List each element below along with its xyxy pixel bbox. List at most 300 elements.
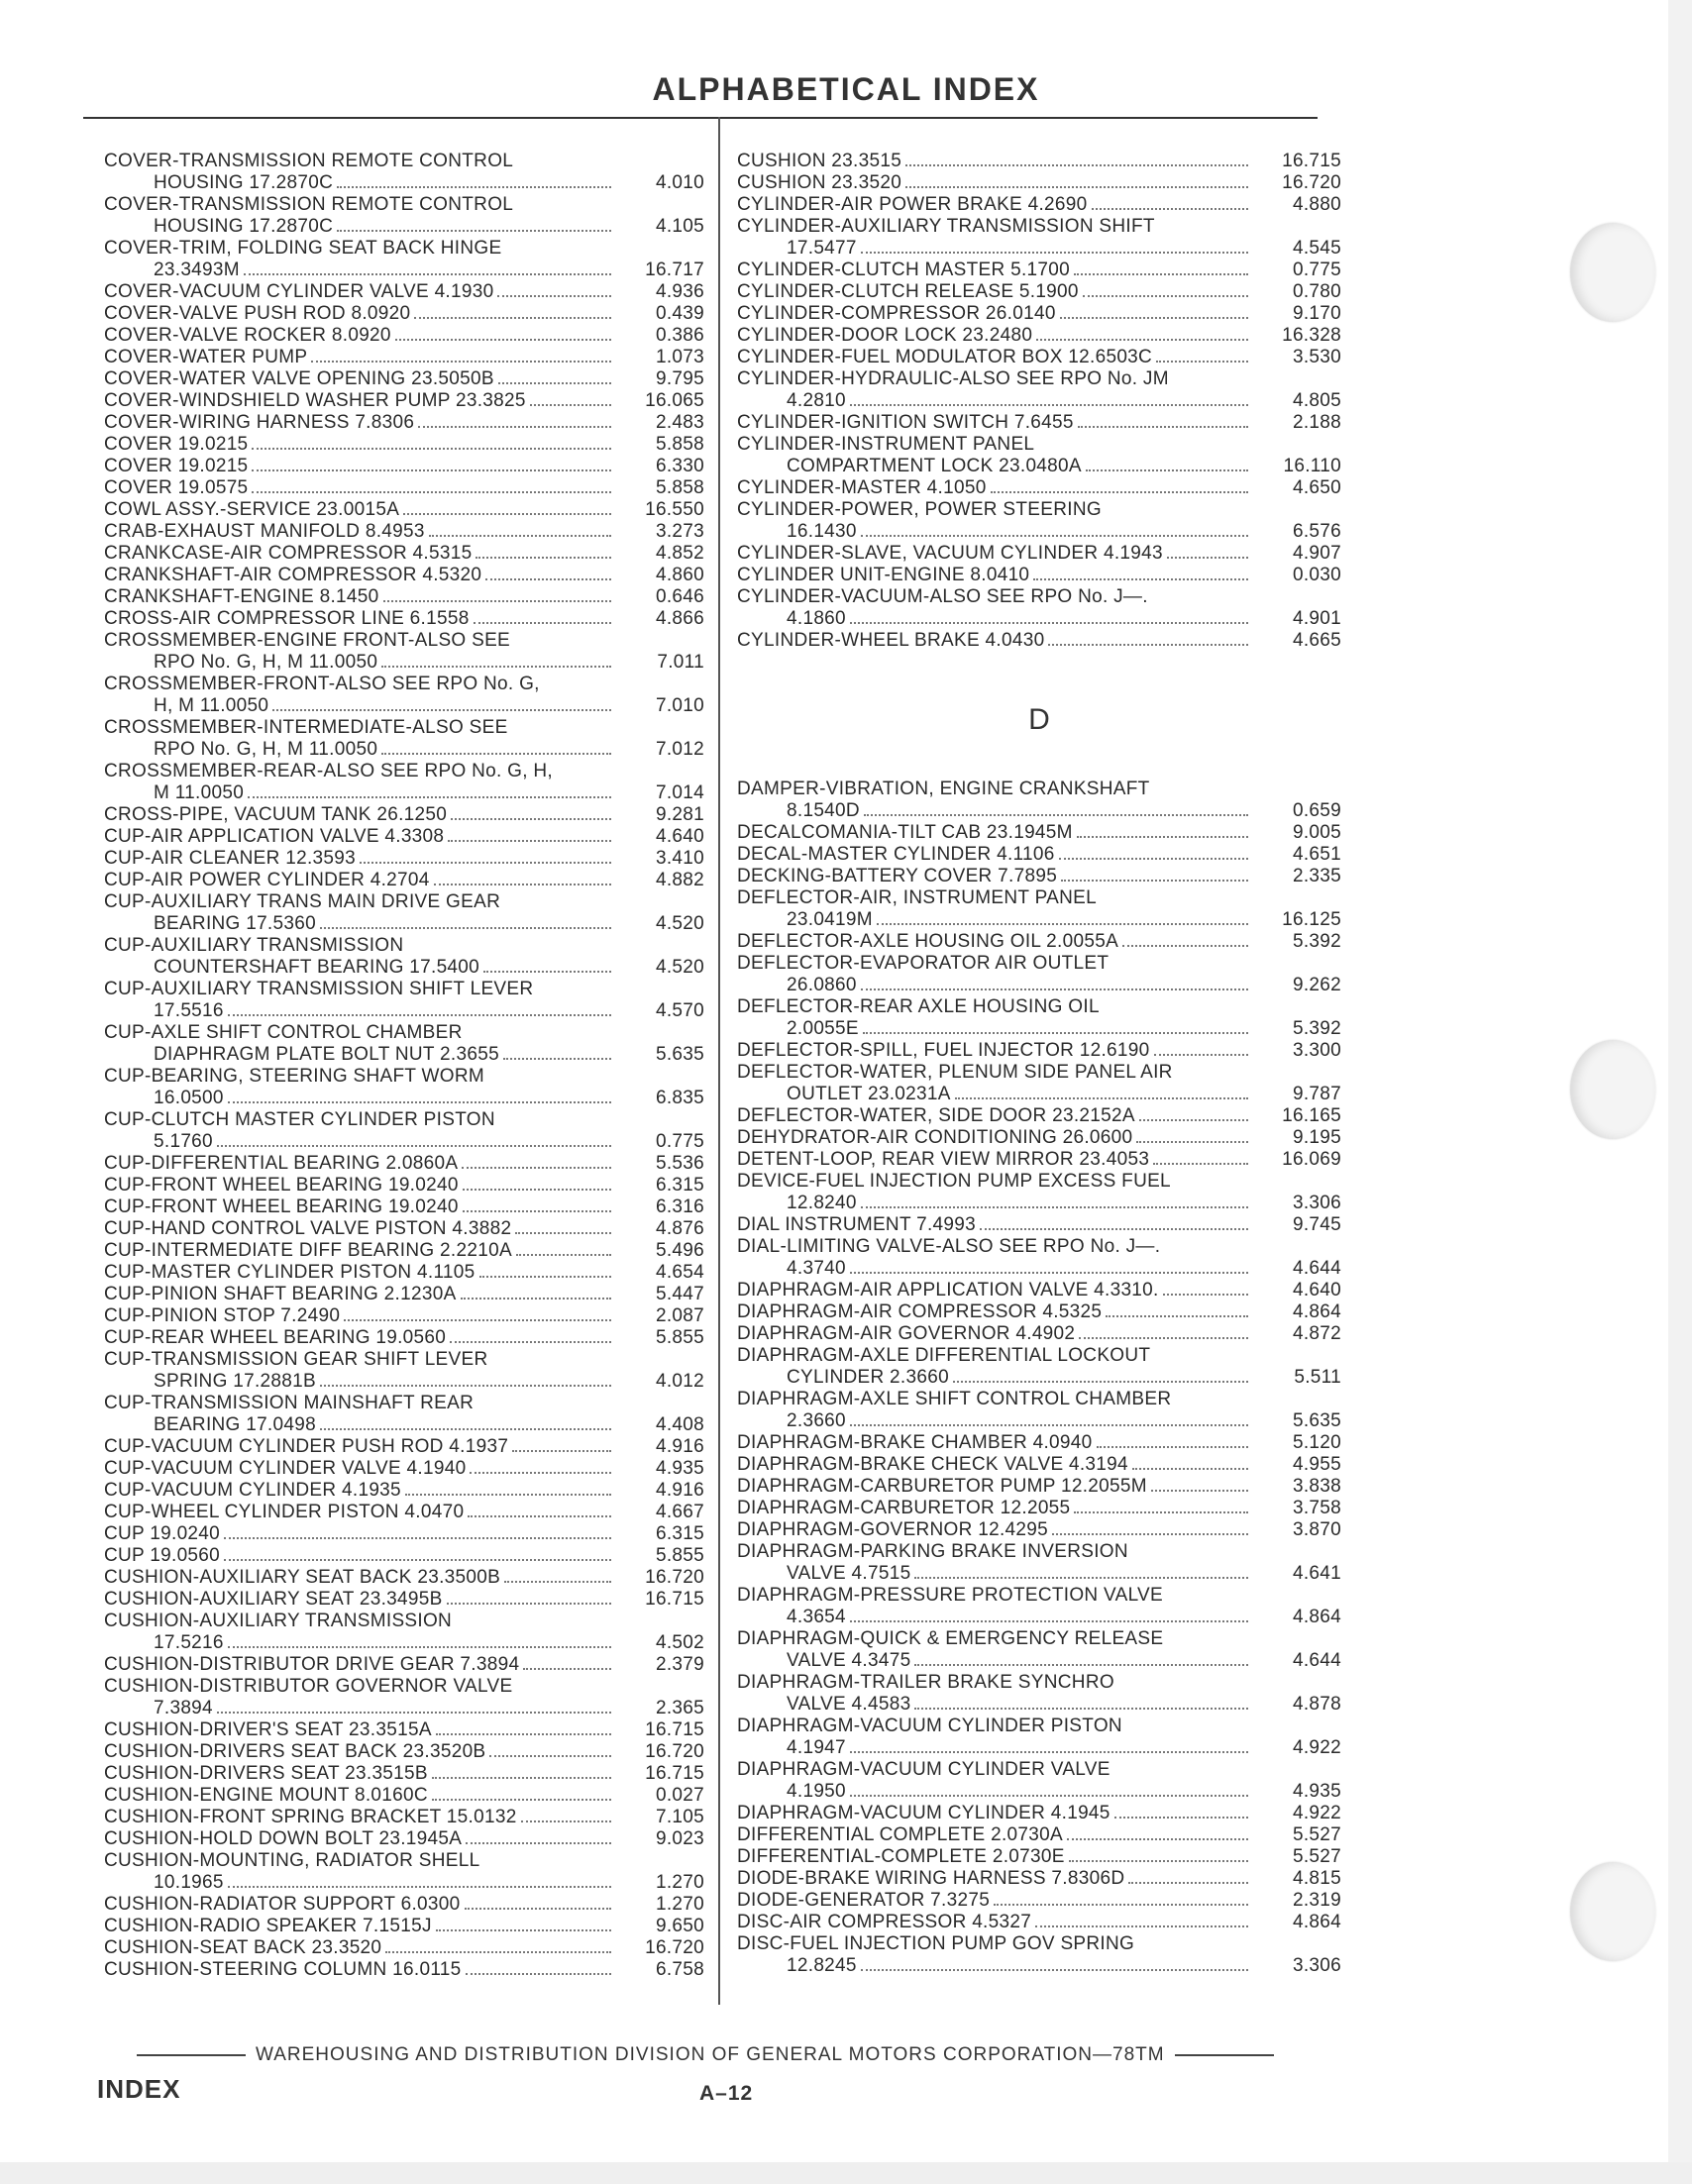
- index-entry-page: 7.011: [657, 652, 704, 673]
- index-entry-line: [104, 151, 613, 172]
- index-entry-page: 6.330: [655, 456, 704, 476]
- line-fill: [403, 935, 613, 957]
- index-entry-page: 4.641: [1292, 1563, 1341, 1584]
- index-entry-name: [737, 1323, 1260, 1345]
- index-entry-text: DIAPHRAGM-BRAKE CHECK VALVE 4.3194: [737, 1454, 1128, 1475]
- index-entry-name: [104, 1828, 623, 1850]
- index-entry-text: DISC-AIR COMPRESSOR 4.5327: [737, 1912, 1032, 1932]
- index-entry-text: CROSSMEMBER-ENGINE FRONT-ALSO SEE: [104, 630, 511, 651]
- index-entry-page: 4.860: [655, 565, 704, 585]
- index-entry-page: 0.439: [655, 303, 704, 324]
- index-entry-line: [737, 1127, 1250, 1149]
- index-entry-line: [104, 630, 613, 652]
- index-entry-line: [104, 1654, 613, 1676]
- index-entry-line: [737, 238, 1250, 260]
- index-entry-page: 3.273: [655, 521, 704, 542]
- index-entry-line: [104, 1175, 613, 1196]
- dot-leader: [914, 1694, 1248, 1710]
- index-entry-text: CROSS-AIR COMPRESSOR LINE 6.1558: [104, 608, 470, 629]
- index-entry-text: 4.2810: [787, 390, 846, 411]
- index-entry-text: CUP-VACUUM CYLINDER 4.1935: [104, 1480, 401, 1501]
- index-entry-line: [737, 216, 1250, 238]
- index-entry-page: 6.316: [655, 1196, 704, 1217]
- index-entry-name: [104, 1894, 623, 1916]
- dot-leader: [248, 782, 611, 798]
- index-entry: [104, 826, 704, 848]
- index-entry: [104, 368, 704, 390]
- index-entry-text: SPRING 17.2881B: [154, 1371, 316, 1392]
- dot-leader: [994, 1890, 1248, 1906]
- index-entry-text: CUP-VACUUM CYLINDER VALVE 4.1940: [104, 1458, 467, 1479]
- index-entry-line: [737, 1607, 1250, 1628]
- line-fill: [1150, 1345, 1250, 1367]
- right-column-c-entries: [737, 151, 1341, 652]
- index-entry-page: 4.907: [1292, 543, 1341, 564]
- index-entry: [104, 891, 704, 935]
- index-entry-name: [104, 1022, 623, 1066]
- index-entry-page: 4.105: [655, 216, 704, 237]
- index-entry-text: DECALCOMANIA-TILT CAB 23.1945M: [737, 822, 1073, 843]
- index-entry: [104, 281, 704, 303]
- index-entry-line: [104, 1480, 613, 1502]
- right-column: [737, 151, 1341, 1977]
- index-entry-text: CYLINDER-VACUUM-ALSO SEE RPO No. J—.: [737, 586, 1148, 607]
- index-entry: [104, 194, 704, 238]
- index-entry-text: CUP-DIFFERENTIAL BEARING 2.0860A: [104, 1153, 459, 1174]
- index-entry-text: RPO No. G, H, M 11.0050: [154, 652, 378, 673]
- index-entry: [104, 1458, 704, 1480]
- dot-leader: [1153, 1149, 1248, 1165]
- index-entry-line: [104, 565, 613, 586]
- line-fill: [501, 238, 613, 260]
- index-entry-text: CUSHION-SEAT BACK 23.3520: [104, 1937, 382, 1958]
- line-fill: [1097, 887, 1250, 909]
- index-entry: [737, 1280, 1341, 1301]
- index-entry: [104, 1022, 704, 1066]
- index-entry-text: CRANKCASE-AIR COMPRESSOR 4.5315: [104, 543, 473, 564]
- index-entry: [737, 1389, 1341, 1432]
- index-entry-name: [737, 260, 1260, 281]
- index-entry-text: CUP-HAND CONTROL VALVE PISTON 4.3882: [104, 1218, 512, 1239]
- index-entry: [104, 1066, 704, 1109]
- index-entry: [104, 1654, 704, 1676]
- dot-leader: [953, 1367, 1248, 1383]
- index-entry-text: DIAPHRAGM-TRAILER BRAKE SYNCHRO: [737, 1672, 1114, 1693]
- dot-leader: [1154, 1040, 1248, 1056]
- index-entry-line: [104, 347, 613, 368]
- index-entry-text: 16.1430: [787, 521, 857, 542]
- index-entry-text: DIAPHRAGM-BRAKE CHAMBER 4.0940: [737, 1432, 1093, 1453]
- index-entry-line: [737, 1214, 1250, 1236]
- index-entry-line: [737, 565, 1250, 586]
- index-entry-page: 4.866: [655, 608, 704, 629]
- index-entry-line: [104, 1872, 613, 1894]
- index-entry-line: [737, 866, 1250, 887]
- index-entry-page: 4.955: [1292, 1454, 1341, 1475]
- index-entry-page: 5.120: [1292, 1432, 1341, 1453]
- index-entry-name: [737, 866, 1260, 887]
- index-entry-text: CYLINDER-CLUTCH RELEASE 5.1900: [737, 281, 1079, 302]
- index-entry-line: [737, 1694, 1250, 1716]
- index-entry-page: 6.835: [655, 1088, 704, 1108]
- index-entry-name: [737, 1498, 1260, 1519]
- index-entry: [737, 1105, 1341, 1127]
- index-entry: [104, 1284, 704, 1305]
- index-entry: [104, 1589, 704, 1611]
- index-entry-name: [737, 565, 1260, 586]
- index-entry-text: COWL ASSY.-SERVICE 23.0015A: [104, 499, 400, 520]
- index-entry-line: [104, 238, 613, 260]
- dot-leader: [1061, 866, 1248, 882]
- index-entry-line: [104, 368, 613, 390]
- index-entry-page: 4.901: [1292, 608, 1341, 629]
- index-entry-line: [104, 1196, 613, 1218]
- index-entry-line: [104, 281, 613, 303]
- index-entry-page: 16.720: [645, 1741, 704, 1762]
- index-entry-page: 5.858: [655, 434, 704, 455]
- index-entry-name: [737, 1824, 1260, 1846]
- index-entry-text: COVER-WIRING HARNESS 7.8306: [104, 412, 415, 433]
- line-fill: [513, 151, 613, 172]
- dot-leader: [861, 521, 1248, 537]
- index-entry-line: [737, 1149, 1250, 1171]
- index-entry: [104, 1719, 704, 1741]
- index-entry-line: [104, 172, 613, 194]
- dot-leader: [461, 1284, 611, 1300]
- dot-leader: [381, 652, 611, 668]
- dot-leader: [383, 586, 611, 602]
- index-entry: [104, 1807, 704, 1828]
- index-entry-line: [737, 1890, 1250, 1912]
- index-entry-name: [104, 1262, 623, 1284]
- index-entry-text: 12.8240: [787, 1193, 857, 1213]
- index-entry: [737, 887, 1341, 931]
- index-entry-line: [737, 260, 1250, 281]
- index-entry: [104, 630, 704, 674]
- index-entry-page: 3.758: [1292, 1498, 1341, 1518]
- index-entry-name: [104, 565, 623, 586]
- index-entry: [104, 1262, 704, 1284]
- index-entry-text: DIAPHRAGM-VACUUM CYLINDER PISTON: [737, 1716, 1122, 1736]
- index-entry: [104, 1828, 704, 1850]
- index-entry: [737, 1933, 1341, 1977]
- index-entry-name: [737, 822, 1260, 844]
- dot-leader: [1092, 194, 1248, 210]
- index-entry-text: COVER-WINDSHIELD WASHER PUMP 23.3825: [104, 390, 526, 411]
- index-entry-name: [104, 1807, 623, 1828]
- index-entry-page: 4.864: [1292, 1607, 1341, 1627]
- dot-leader: [463, 1196, 611, 1212]
- binder-hole-middle: [1570, 1040, 1655, 1139]
- index-entry-name: [737, 172, 1260, 194]
- index-entry-page: 4.880: [1292, 194, 1341, 215]
- dot-leader: [320, 1371, 611, 1387]
- dot-leader: [432, 1763, 611, 1779]
- index-entry-name: [737, 1912, 1260, 1933]
- dot-leader: [217, 1131, 611, 1147]
- index-entry-text: CUSHION-RADIATOR SUPPORT 6.0300: [104, 1894, 461, 1915]
- index-entry-page: 9.005: [1292, 822, 1341, 843]
- index-entry-line: [104, 1719, 613, 1741]
- index-entry-name: [104, 1175, 623, 1196]
- dot-leader: [1033, 565, 1248, 580]
- index-entry-line: [737, 1737, 1250, 1759]
- index-entry-page: 5.447: [655, 1284, 704, 1304]
- index-entry-name: [104, 1937, 623, 1959]
- index-entry-line: [104, 390, 613, 412]
- dot-leader: [861, 238, 1248, 254]
- index-entry-line: [737, 630, 1250, 652]
- index-entry-name: [737, 1345, 1260, 1389]
- index-entry-name: [104, 1916, 623, 1937]
- index-entry-name: [737, 1105, 1260, 1127]
- index-entry-line: [737, 1171, 1250, 1193]
- index-entry-text: DIFFERENTIAL-COMPLETE 2.0730E: [737, 1846, 1065, 1867]
- index-entry-line: [104, 499, 613, 521]
- index-entry-line: [737, 1389, 1250, 1410]
- index-entry-page: 3.306: [1292, 1193, 1341, 1213]
- dot-leader: [863, 1018, 1248, 1034]
- dot-leader: [914, 1650, 1248, 1666]
- index-entry: [737, 1301, 1341, 1323]
- index-entry-text: DIAL-LIMITING VALVE-ALSO SEE RPO No. J—.: [737, 1236, 1161, 1257]
- footer-division-line: [137, 2044, 1335, 2066]
- index-entry-page: 7.105: [655, 1807, 704, 1827]
- line-fill: [1169, 368, 1250, 390]
- index-entry-page: 9.170: [1292, 303, 1341, 324]
- index-entry-name: [104, 434, 623, 456]
- index-entry-name: [104, 1109, 623, 1153]
- index-entry-name: [737, 1476, 1260, 1498]
- index-entry-text: DIAPHRAGM-GOVERNOR 12.4295: [737, 1519, 1048, 1540]
- index-entry-line: [104, 543, 613, 565]
- dot-leader: [272, 695, 611, 711]
- index-entry-text: CUSHION-ENGINE MOUNT 8.0160C: [104, 1785, 428, 1806]
- index-entry-line: [737, 975, 1250, 996]
- index-entry-page: 4.916: [655, 1436, 704, 1457]
- index-entry-name: [737, 844, 1260, 866]
- index-entry: [104, 238, 704, 281]
- dot-leader: [1060, 303, 1248, 319]
- index-entry-line: [104, 260, 613, 281]
- index-entry-page: 4.872: [1292, 1323, 1341, 1344]
- index-entry-line: [737, 325, 1250, 347]
- page-title: ALPHABETICAL INDEX: [652, 71, 1040, 107]
- left-column: [104, 151, 704, 1981]
- index-entry-name: [737, 151, 1260, 172]
- dot-leader: [217, 1698, 611, 1714]
- dot-leader: [1114, 1803, 1248, 1819]
- dot-leader: [1156, 347, 1248, 363]
- index-entry-name: [737, 1933, 1260, 1977]
- index-entry-page: 4.916: [655, 1480, 704, 1501]
- index-entry: [104, 151, 704, 194]
- line-fill: [512, 1676, 613, 1698]
- index-entry-line: [104, 1371, 613, 1393]
- line-fill: [510, 630, 613, 652]
- index-entry: [737, 1149, 1341, 1171]
- index-entry-name: [737, 325, 1260, 347]
- dot-leader: [498, 368, 611, 384]
- index-entry: [737, 1432, 1341, 1454]
- index-entry-page: 3.306: [1292, 1955, 1341, 1976]
- index-entry-name: [737, 347, 1260, 368]
- index-entry-text: 4.1950: [787, 1781, 846, 1802]
- index-entry-line: [737, 499, 1250, 521]
- index-entry-text: COVER-VACUUM CYLINDER VALVE 4.1930: [104, 281, 494, 302]
- dot-leader: [1083, 281, 1248, 297]
- dot-leader: [861, 1955, 1248, 1971]
- index-entry-text: CUP-BEARING, STEERING SHAFT WORM: [104, 1066, 484, 1087]
- index-entry: [737, 412, 1341, 434]
- index-entry-name: [104, 1196, 623, 1218]
- index-entry-line: [737, 1824, 1250, 1846]
- index-entry-line: [737, 303, 1250, 325]
- index-entry-line: [104, 1916, 613, 1937]
- index-entry-name: [737, 1519, 1260, 1541]
- index-entry-page: 4.654: [655, 1262, 704, 1283]
- index-entry-text: HOUSING 17.2870C: [154, 216, 334, 237]
- index-entry-line: [737, 1868, 1250, 1890]
- index-entry-name: [104, 1218, 623, 1240]
- index-entry-line: [737, 1955, 1250, 1977]
- index-entry-line: [737, 1454, 1250, 1476]
- index-entry: [737, 1868, 1341, 1890]
- dot-leader: [850, 1607, 1248, 1622]
- index-entry-name: [104, 935, 623, 979]
- index-entry-name: [737, 1171, 1260, 1214]
- index-entry-name: [104, 368, 623, 390]
- index-entry: [104, 1480, 704, 1502]
- dot-leader: [228, 1000, 611, 1016]
- index-entry-page: 5.511: [1294, 1367, 1341, 1388]
- index-entry-line: [104, 216, 613, 238]
- index-entry-line: [104, 412, 613, 434]
- index-entry-line: [104, 1327, 613, 1349]
- index-entry-name: [737, 586, 1260, 630]
- index-entry-page: 16.165: [1282, 1105, 1341, 1126]
- index-entry-page: 5.392: [1292, 1018, 1341, 1039]
- dot-leader: [1074, 1498, 1248, 1513]
- index-entry-text: CYLINDER-COMPRESSOR 26.0140: [737, 303, 1056, 324]
- line-fill: [463, 1022, 613, 1044]
- index-entry-line: [737, 1105, 1250, 1127]
- line-fill: [1163, 1585, 1250, 1607]
- index-entry-line: [737, 1236, 1250, 1258]
- index-entry-name: [104, 281, 623, 303]
- dot-leader: [504, 1567, 611, 1583]
- index-entry-name: [737, 499, 1260, 543]
- index-entry: [104, 1959, 704, 1981]
- index-entry-name: [737, 1236, 1260, 1280]
- index-entry-line: [104, 826, 613, 848]
- index-entry-page: 9.795: [655, 368, 704, 389]
- index-entry-text: CROSSMEMBER-FRONT-ALSO SEE RPO No. G,: [104, 674, 540, 694]
- dot-leader: [320, 1414, 611, 1430]
- dot-leader: [414, 303, 611, 319]
- dot-leader: [905, 151, 1248, 166]
- index-entry-line: [104, 891, 613, 913]
- index-entry-page: 4.650: [1292, 477, 1341, 498]
- index-entry: [104, 543, 704, 565]
- index-entry: [737, 1323, 1341, 1345]
- line-fill: [508, 717, 613, 739]
- index-entry: [104, 979, 704, 1022]
- index-entry: [104, 347, 704, 368]
- index-entry: [737, 565, 1341, 586]
- index-entry-name: [737, 1846, 1260, 1868]
- dot-leader: [436, 1719, 611, 1735]
- index-entry-page: 1.073: [655, 347, 704, 367]
- index-entry-text: COVER 19.0215: [104, 456, 249, 476]
- index-entry-text: 12.8245: [787, 1955, 857, 1976]
- index-entry-line: [737, 1476, 1250, 1498]
- index-entry-line: [104, 1240, 613, 1262]
- index-entry-text: CYLINDER-HYDRAULIC-ALSO SEE RPO No. JM: [737, 368, 1169, 389]
- index-entry-line: [104, 1567, 613, 1589]
- dot-leader: [465, 1894, 612, 1910]
- index-entry-text: CROSSMEMBER-INTERMEDIATE-ALSO SEE: [104, 717, 508, 738]
- dot-leader: [497, 281, 611, 297]
- index-entry: [737, 1498, 1341, 1519]
- index-entry-name: [737, 1389, 1260, 1432]
- index-entry-line: [737, 1301, 1250, 1323]
- index-entry-text: DEFLECTOR-EVAPORATOR AIR OUTLET: [737, 953, 1110, 974]
- index-entry-page: 1.270: [655, 1872, 704, 1893]
- index-entry-name: [737, 303, 1260, 325]
- index-entry-text: 17.5477: [787, 238, 857, 259]
- line-fill: [1173, 1062, 1250, 1084]
- line-fill: [479, 1850, 613, 1872]
- index-entry-name: [104, 848, 623, 870]
- index-entry-line: [104, 456, 613, 477]
- index-entry-page: 16.069: [1282, 1149, 1341, 1170]
- dot-leader: [447, 1589, 611, 1605]
- index-entry-line: [104, 1000, 613, 1022]
- dot-leader: [523, 1654, 611, 1670]
- index-entry-page: 4.864: [1292, 1912, 1341, 1932]
- index-entry-line: [737, 1912, 1250, 1933]
- index-entry-text: CUSHION-DRIVERS SEAT BACK 23.3520B: [104, 1741, 486, 1762]
- index-entry: [737, 1062, 1341, 1105]
- index-entry-text: 23.3493M: [154, 260, 240, 280]
- index-entry-text: CUP-AXLE SHIFT CONTROL CHAMBER: [104, 1022, 463, 1043]
- index-entry-name: [104, 1436, 623, 1458]
- index-entry: [737, 1759, 1341, 1803]
- index-entry-name: [737, 477, 1260, 499]
- index-entry-line: [104, 325, 613, 347]
- index-entry-text: CUSHION-AUXILIARY TRANSMISSION: [104, 1611, 453, 1631]
- index-entry-line: [104, 1785, 613, 1807]
- index-entry: [104, 1218, 704, 1240]
- index-entry-page: 9.023: [655, 1828, 704, 1849]
- index-entry-page: 5.858: [655, 477, 704, 498]
- dot-leader: [252, 434, 611, 450]
- index-entry-line: [104, 1959, 613, 1981]
- index-entry-text: 4.3740: [787, 1258, 846, 1279]
- line-fill: [1155, 216, 1250, 238]
- index-entry-text: DIAPHRAGM-AIR COMPRESSOR 4.5325: [737, 1301, 1103, 1322]
- index-entry-page: 4.852: [655, 543, 704, 564]
- line-fill: [495, 1109, 613, 1131]
- index-entry-line: [104, 1545, 613, 1567]
- index-entry-name: [104, 674, 623, 717]
- dot-leader: [429, 521, 611, 537]
- index-entry-line: [104, 1088, 613, 1109]
- index-entry-name: [104, 303, 623, 325]
- index-entry-line: [104, 1284, 613, 1305]
- index-entry: [737, 822, 1341, 844]
